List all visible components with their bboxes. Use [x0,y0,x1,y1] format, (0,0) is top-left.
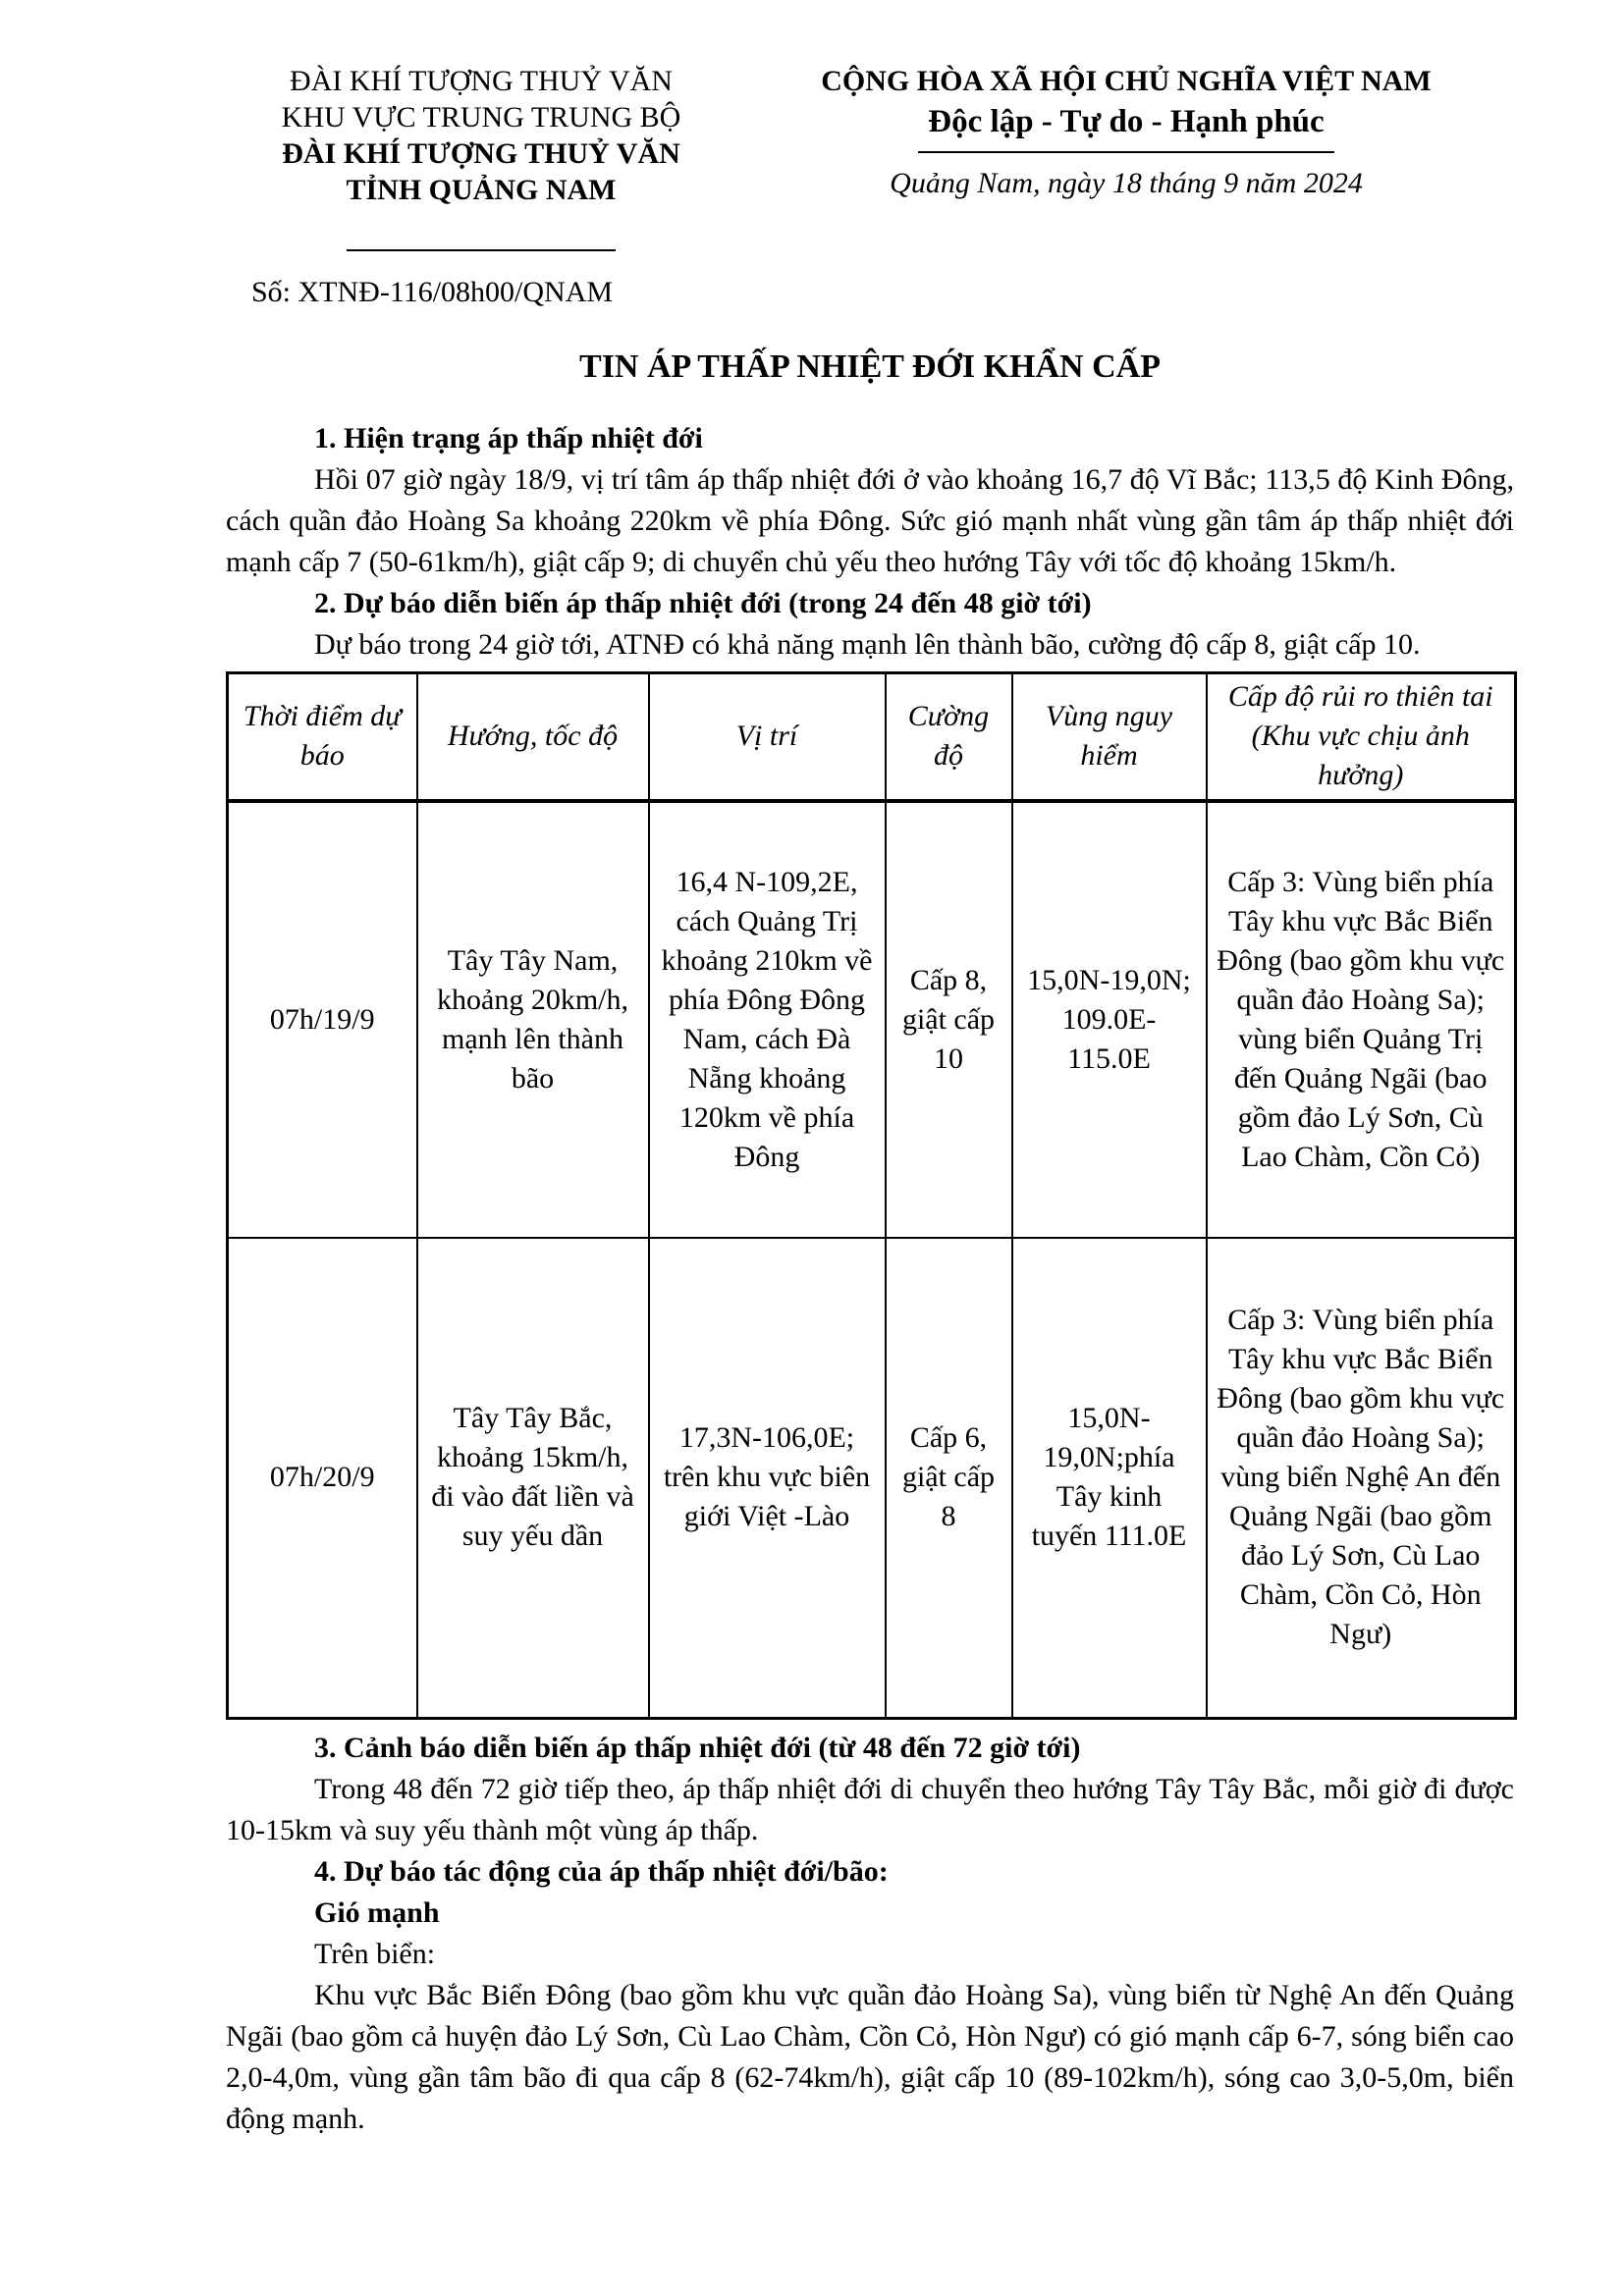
header-intensity: Cường độ [886,673,1012,801]
section-3-body: Trong 48 đến 72 giờ tiếp theo, áp thấp nhiệt đới di chuyển theo hướng Tây Tây Bắc, mỗi giờ đi được 10-15km và suy yếu thành một vùng áp thấp. [226,1773,1514,1846]
document-title: TIN ÁP THẤP NHIỆT ĐỚI KHẨN CẤP [579,348,1161,385]
header-danger-zone: Vùng nguy hiểm [1012,673,1207,801]
cell-danger-zone: 15,0N-19,0N; 109.0E-115.0E [1012,801,1207,1238]
header-forecast-time: Thời điểm dự báo [228,673,417,801]
agency-line-1: ĐÀI KHÍ TƯỢNG THUỶ VĂN [290,65,673,97]
section-2-body: Dự báo trong 24 giờ tới, ATNĐ có khả năng mạnh lên thành bão, cường độ cấp 8, giật cấp 10. [314,628,1421,661]
cell-intensity: Cấp 6, giật cấp 8 [886,1238,1012,1719]
forecast-row-2 [228,1238,1516,1719]
cell-forecast-time: 07h/20/9 [228,1238,417,1719]
doc-number: Số: XTNĐ-116/08h00/QNAM [251,276,614,308]
agency-block [226,63,736,251]
header-risk-level: Cấp độ rủi ro thiên tai (Khu vực chịu ảnh hưởng) [1207,673,1516,801]
cell-danger-zone: 15,0N-19,0N;phía Tây kinh tuyến 111.0E [1012,1238,1207,1719]
agency-line-4: TỈNH QUẢNG NAM [346,174,617,206]
forecast-row-1 [228,801,1516,1238]
header-position: Vị trí [649,673,886,801]
at-sea-label: Trên biển: [314,1938,436,1970]
wind-subheading: Gió mạnh [314,1896,440,1929]
section-1-body: Hồi 07 giờ ngày 18/9, vị trí tâm áp thấp nhiệt đới ở vào khoảng 16,7 độ Vĩ Bắc; 113,5 độ Kinh Đông, cách quần đảo Hoàng Sa khoảng 220km về phía Đông. Sức gió mạnh nhất vùng gần tâm áp thấp nhiệt đới mạnh cấp 7 (50-61km/h), giật cấp 9; di chuyển chủ yếu theo hướng Tây với tốc độ khoảng 15km/h. [226,463,1514,578]
national-header [226,63,1514,251]
cell-risk-level: Cấp 3: Vùng biển phía Tây khu vực Bắc Biển Đông (bao gồm khu vực quần đảo Hoàng Sa); vùng biển Quảng Trị đến Quảng Ngãi (bao gồm đảo Lý Sơn, Cù Lao Chàm, Cồn Cỏ) [1207,801,1516,1238]
section-3-heading: 3. Cảnh báo diễn biến áp thấp nhiệt đới (từ 48 đến 72 giờ tới) [314,1732,1081,1764]
cell-position: 16,4 N-109,2E, cách Quảng Trị khoảng 210km về phía Đông Đông Nam, cách Đà Nẵng khoảng 120km về phía Đông [649,801,886,1238]
header-direction-speed: Hướng, tốc độ [417,673,649,801]
section-2-heading: 2. Dự báo diễn biến áp thấp nhiệt đới (trong 24 đến 48 giờ tới) [314,587,1092,619]
cell-direction-speed: Tây Tây Bắc, khoảng 15km/h, đi vào đất liền và suy yếu dần [417,1238,649,1719]
cell-risk-level: Cấp 3: Vùng biển phía Tây khu vực Bắc Biển Đông (bao gồm khu vực quần đảo Hoàng Sa); vùng biển Nghệ An đến Quảng Ngãi (bao gồm đảo Lý Sơn, Cù Lao Chàm, Cồn Cỏ, Hòn Ngư) [1207,1238,1516,1719]
cell-forecast-time: 07h/19/9 [228,801,417,1238]
forecast-table [226,671,1517,1720]
place-date-line: Quảng Nam, ngày 18 tháng 9 năm 2024 [890,167,1363,199]
forecast-table-header-row [228,673,1516,801]
motto-block [738,63,1514,201]
national-title: CỘNG HÒA XÃ HỘI CHỦ NGHĨA VIỆT NAM [821,65,1432,97]
motto-divider [918,151,1334,153]
agency-line-3: ĐÀI KHÍ TƯỢNG THUỶ VĂN [282,137,680,170]
cell-position: 17,3N-106,0E; trên khu vực biên giới Việt -Lào [649,1238,886,1719]
agency-line-2: KHU VỰC TRUNG TRUNG BỘ [281,101,681,133]
cell-intensity: Cấp 8, giật cấp 10 [886,801,1012,1238]
national-motto: Độc lập - Tự do - Hạnh phúc [928,104,1325,139]
cell-direction-speed: Tây Tây Nam, khoảng 20km/h, mạnh lên thành bão [417,801,649,1238]
section-1-heading: 1. Hiện trạng áp thấp nhiệt đới [314,422,703,454]
agency-divider [347,249,616,251]
section-4-body: Khu vực Bắc Biển Đông (bao gồm khu vực quần đảo Hoàng Sa), vùng biển từ Nghệ An đến Quảng Ngãi (bao gồm cả huyện đảo Lý Sơn, Cù Lao Chàm, Cồn Cỏ, Hòn Ngư) có gió mạnh cấp 6-7, sóng biển cao 2,0-4,0m, vùng gần tâm bão đi qua cấp 8 (62-74km/h), giật cấp 10 (89-102km/h), sóng cao 3,0-5,0m, biển động mạnh. [226,1979,1514,2135]
section-4-heading: 4. Dự báo tác động của áp thấp nhiệt đới/bão: [314,1855,889,1888]
